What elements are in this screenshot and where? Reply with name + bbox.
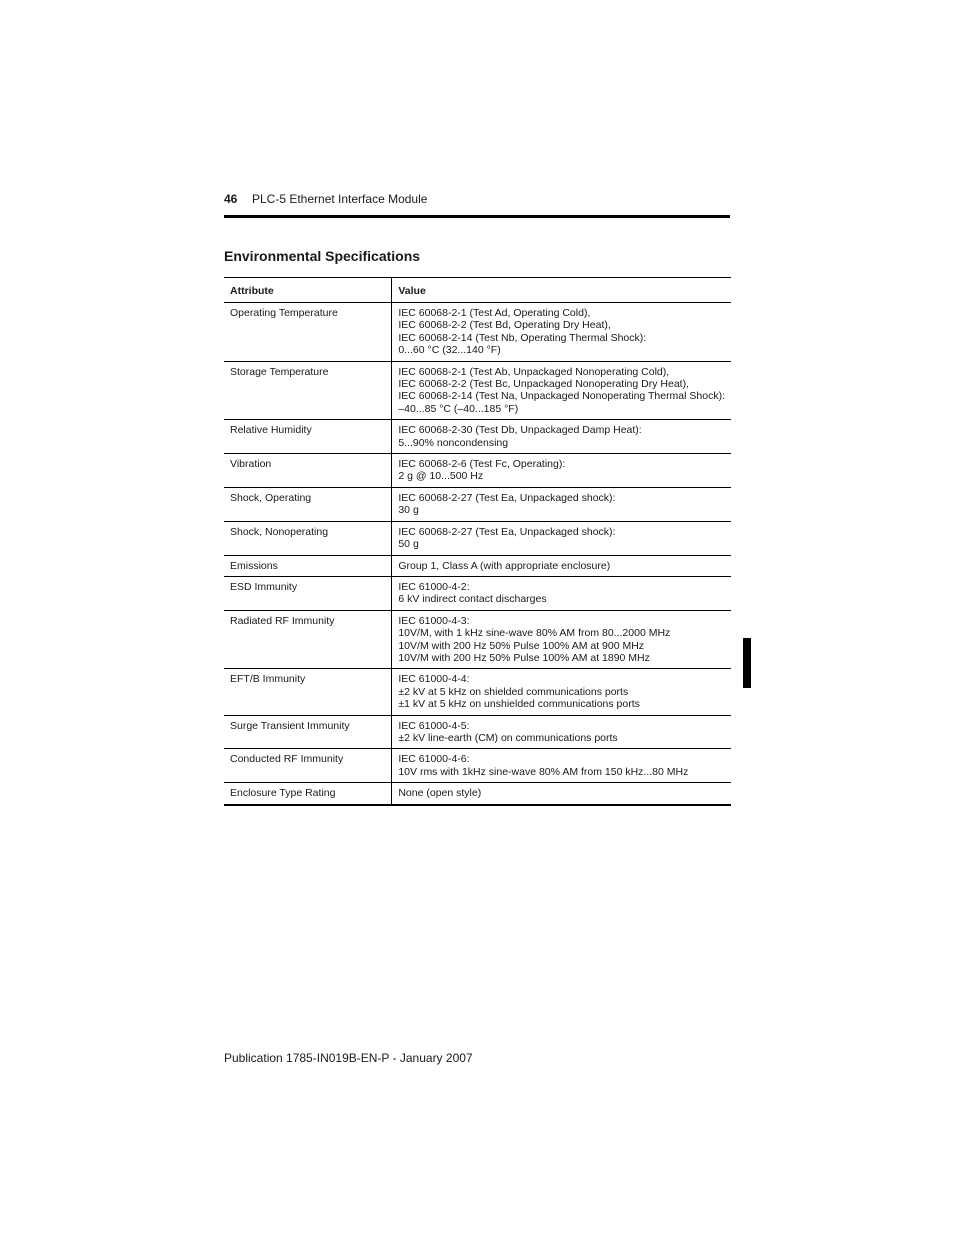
column-header-attribute: Attribute xyxy=(224,278,392,303)
value-line: 6 kV indirect contact discharges xyxy=(398,593,547,606)
value-cell xyxy=(392,749,731,783)
value-line: ±2 kV at 5 kHz on shielded communications ports xyxy=(398,685,629,698)
value-line: IEC 60068-2-14 (Test Na, Unpackaged Nonoperating Thermal Shock): xyxy=(398,390,725,403)
value-line: 5...90% noncondensing xyxy=(398,436,509,449)
table-row xyxy=(224,521,731,555)
value-cell xyxy=(392,715,731,749)
value-line: Group 1, Class A (with appropriate enclosure) xyxy=(398,559,611,572)
value-cell xyxy=(392,610,731,669)
value-line: 50 g xyxy=(398,538,419,551)
value-line: 10V/M, with 1 kHz sine-wave 80% AM from 80...2000 MHz xyxy=(398,627,671,640)
attribute-cell: Vibration xyxy=(224,454,392,488)
value-line: 10V/M with 200 Hz 50% Pulse 100% AM at 1890 MHz xyxy=(398,651,650,664)
value-line: 0...60 °C (32...140 °F) xyxy=(398,344,501,357)
attribute-cell: Relative Humidity xyxy=(224,420,392,454)
value-line: ±1 kV at 5 kHz on unshielded communications ports xyxy=(398,698,640,711)
value-cell xyxy=(392,521,731,555)
table-row xyxy=(224,783,731,805)
value-line: IEC 60068-2-2 (Test Bc, Unpackaged Nonoperating Dry Heat), xyxy=(398,378,689,391)
table-row xyxy=(224,420,731,454)
value-line: IEC 60068-2-14 (Test Nb, Operating Thermal Shock): xyxy=(398,331,647,344)
page-number: 46 xyxy=(224,192,238,206)
value-line: IEC 60068-2-1 (Test Ab, Unpackaged Nonoperating Cold), xyxy=(398,365,670,378)
attribute-cell: Enclosure Type Rating xyxy=(224,783,392,805)
table-row xyxy=(224,361,731,420)
document-title: PLC-5 Ethernet Interface Module xyxy=(252,192,428,206)
value-cell xyxy=(392,420,731,454)
table-row xyxy=(224,487,731,521)
value-line: ±2 kV line-earth (CM) on communications ports xyxy=(398,731,618,744)
value-line: IEC 61000-4-2: xyxy=(398,580,470,593)
table-row xyxy=(224,555,731,576)
value-cell xyxy=(392,361,731,420)
attribute-cell: ESD Immunity xyxy=(224,576,392,610)
value-cell xyxy=(392,576,731,610)
value-line: IEC 60068-2-1 (Test Ad, Operating Cold), xyxy=(398,307,591,319)
table-row xyxy=(224,715,731,749)
value-line: IEC 60068-2-30 (Test Db, Unpackaged Damp Heat): xyxy=(398,424,642,437)
value-cell xyxy=(392,669,731,715)
environmental-specifications-table xyxy=(224,277,731,806)
value-cell xyxy=(392,487,731,521)
table-row xyxy=(224,303,731,362)
value-line: IEC 61000-4-3: xyxy=(398,614,470,627)
table-row xyxy=(224,610,731,669)
attribute-cell: Shock, Nonoperating xyxy=(224,521,392,555)
attribute-cell: Radiated RF Immunity xyxy=(224,610,392,669)
value-line: IEC 61000-4-6: xyxy=(398,753,470,766)
attribute-cell: Surge Transient Immunity xyxy=(224,715,392,749)
value-cell xyxy=(392,303,731,362)
attribute-cell: Shock, Operating xyxy=(224,487,392,521)
column-header-value: Value xyxy=(392,278,731,303)
value-line: IEC 60068-2-27 (Test Ea, Unpackaged shock): xyxy=(398,525,616,538)
value-cell xyxy=(392,783,731,805)
value-line: None (open style) xyxy=(398,787,482,800)
value-cell xyxy=(392,555,731,576)
value-line: 30 g xyxy=(398,504,419,517)
value-line: 2 g @ 10...500 Hz xyxy=(398,470,484,483)
attribute-cell: Emissions xyxy=(224,555,392,576)
table-row xyxy=(224,454,731,488)
table-body xyxy=(224,303,731,805)
value-cell xyxy=(392,454,731,488)
value-line: IEC 60068-2-27 (Test Ea, Unpackaged shock): xyxy=(398,491,616,504)
value-line: IEC 61000-4-4: xyxy=(398,673,470,686)
value-line: IEC 60068-2-6 (Test Fc, Operating): xyxy=(398,458,566,471)
table-row xyxy=(224,749,731,783)
attribute-cell: Storage Temperature xyxy=(224,361,392,420)
value-line: IEC 61000-4-5: xyxy=(398,719,470,732)
value-line: 10V rms with 1kHz sine-wave 80% AM from 150 kHz...80 MHz xyxy=(398,765,689,778)
attribute-cell: Conducted RF Immunity xyxy=(224,749,392,783)
value-line: IEC 60068-2-2 (Test Bd, Operating Dry Heat), xyxy=(398,319,611,332)
table-row xyxy=(224,576,731,610)
page-header xyxy=(224,192,730,218)
table-row xyxy=(224,669,731,715)
value-line: –40...85 °C (–40...185 °F) xyxy=(398,402,519,415)
section-title: Environmental Specifications xyxy=(224,248,421,264)
attribute-cell: Operating Temperature xyxy=(224,303,392,362)
value-line: 10V/M with 200 Hz 50% Pulse 100% AM at 900 MHz xyxy=(398,639,645,652)
table-header-row xyxy=(224,278,731,303)
attribute-cell: EFT/B Immunity xyxy=(224,669,392,715)
publication-footer: Publication 1785-IN019B-EN-P - January 2007 xyxy=(224,1051,473,1065)
chapter-thumb-tab xyxy=(743,638,751,688)
